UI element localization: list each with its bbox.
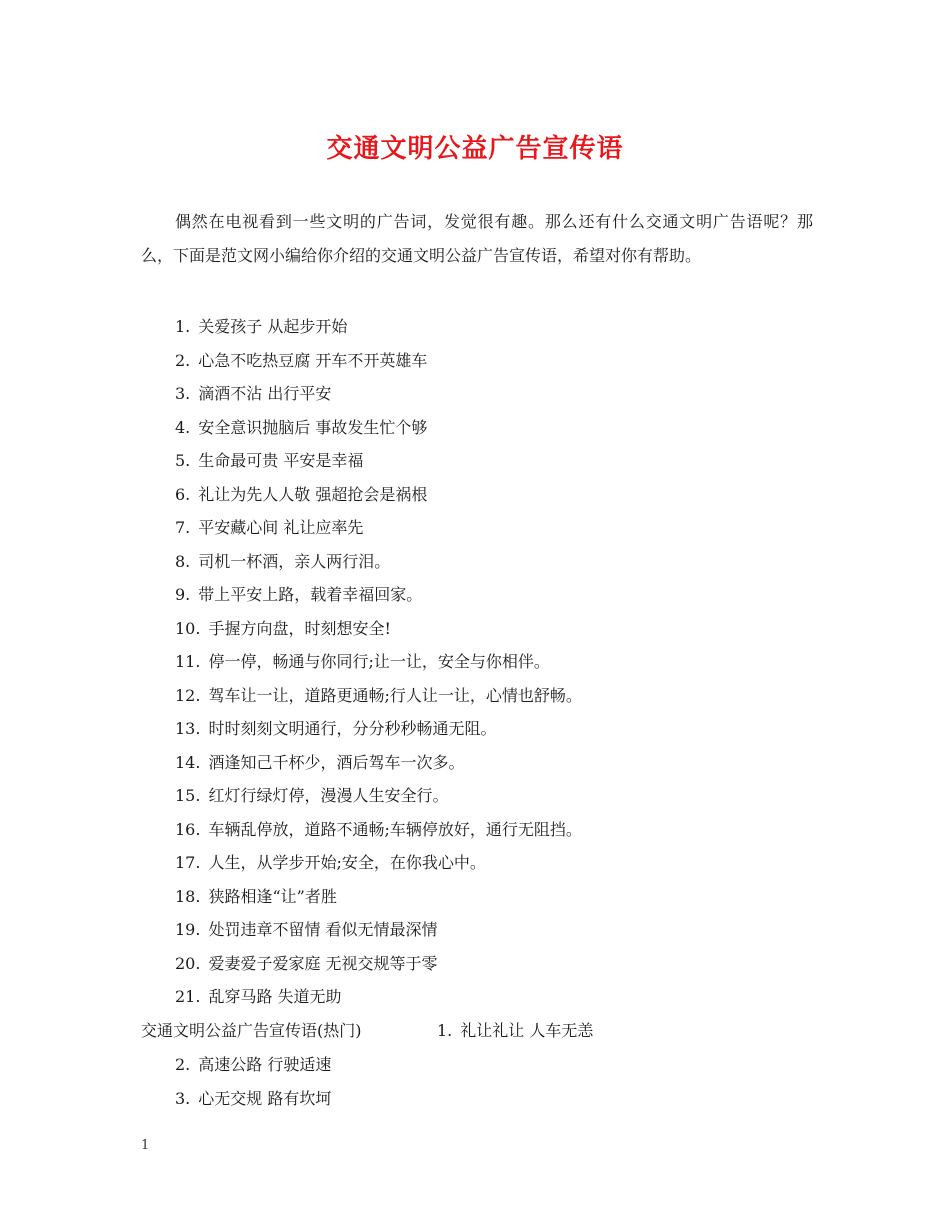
intro-paragraph: 偶然在电视看到一些文明的广告词，发觉很有趣。那么还有什么交通文明广告语呢？那么，下面是范文网小编给你介绍的交通文明公益广告宣传语，希望对你有帮助。: [141, 212, 813, 265]
item-text: 狭路相逢“让”者胜: [208, 886, 337, 906]
item-number: 7.: [175, 518, 191, 537]
item-text: 心无交规 路有坎坷: [198, 1088, 332, 1108]
list-item: [175, 545, 815, 579]
item-number: 3.: [175, 1088, 191, 1108]
list-item: [175, 712, 815, 746]
list-item: [175, 779, 815, 813]
list-item: [175, 746, 815, 780]
hot-section-heading: 交通文明公益广告宣传语(热门): [141, 1021, 362, 1040]
item-number: 2.: [175, 350, 191, 370]
item-text: 高速公路 行驶适速: [198, 1055, 332, 1074]
list-item: [175, 612, 815, 646]
item-text: 爱妻爱子爱家庭 无视交规等于零: [208, 953, 438, 973]
item-number: 18.: [175, 886, 201, 906]
item-text: 生命最可贵 平安是幸福: [198, 451, 364, 470]
item-text: 平安藏心间 礼让应率先: [198, 518, 364, 537]
item-text: 心急不吃热豆腐 开车不开英雄车: [198, 350, 428, 370]
list-item: [175, 947, 815, 981]
item-number: 1.: [175, 317, 191, 336]
list-item: [175, 1082, 331, 1116]
item-number: 2.: [175, 1055, 191, 1074]
item-number: 4.: [175, 417, 191, 437]
item-text: 乱穿马路 失道无助: [208, 987, 342, 1006]
list-item: [175, 344, 815, 378]
item-text: 安全意识抛脑后 事故发生忙个够: [198, 417, 428, 437]
hot-slogan-list: [175, 1048, 331, 1115]
item-number: 11.: [175, 652, 201, 671]
list-item: [175, 813, 815, 847]
item-number: 16.: [175, 819, 201, 839]
item-number: 14.: [175, 752, 201, 772]
item-text: 礼让礼让 人车无恙: [460, 1021, 594, 1040]
item-number: 1.: [437, 1021, 453, 1040]
item-number: 19.: [175, 920, 201, 939]
item-number: 21.: [175, 987, 201, 1006]
item-text: 带上平安上路，载着幸福回家。: [198, 585, 423, 604]
list-item: [175, 1048, 331, 1082]
item-text: 人生，从学步开始;安全，在你我心中。: [208, 853, 486, 872]
item-number: 17.: [175, 853, 201, 872]
item-text: 手握方向盘，时刻想安全!: [208, 618, 391, 638]
item-text: 红灯行绿灯停，漫漫人生安全行。: [208, 786, 449, 805]
item-text: 时时刻刻文明通行，分分秒秒畅通无阻。: [208, 719, 497, 738]
item-text: 滴酒不沾 出行平安: [198, 384, 332, 403]
item-text: 处罚违章不留情 看似无情最深情: [208, 920, 438, 939]
item-text: 停一停，畅通与你同行;让一让，安全与你相伴。: [208, 652, 550, 671]
item-number: 10.: [175, 618, 201, 638]
list-item: [175, 679, 815, 713]
list-item: [175, 846, 815, 880]
item-number: 3.: [175, 384, 191, 403]
item-number: 5.: [175, 451, 191, 470]
list-item: [175, 310, 815, 344]
item-text: 车辆乱停放，道路不通畅;车辆停放好，通行无阻挡。: [208, 819, 582, 839]
list-item: [175, 913, 815, 947]
item-number: 20.: [175, 953, 201, 973]
item-number: 9.: [175, 585, 191, 604]
item-text: 礼让为先人人敬 强超抢会是祸根: [198, 484, 428, 504]
item-number: 12.: [175, 685, 201, 705]
page-number: 1: [141, 1138, 150, 1153]
document-title: 交通文明公益广告宣传语: [326, 134, 624, 164]
item-number: 13.: [175, 719, 201, 738]
item-number: 8.: [175, 551, 191, 571]
list-item: [175, 980, 815, 1014]
hot-section-heading-line: [141, 1014, 593, 1048]
item-number: 15.: [175, 786, 201, 805]
item-text: 司机一杯酒，亲人两行泪。: [198, 551, 391, 571]
list-item: [175, 645, 815, 679]
list-item: [175, 411, 815, 445]
list-item: [175, 377, 815, 411]
list-item: [175, 511, 815, 545]
item-text: 驾车让一让，道路更通畅;行人让一让，心情也舒畅。: [208, 685, 582, 705]
list-item: [175, 880, 815, 914]
list-item: [175, 444, 815, 478]
item-text: 关爱孩子 从起步开始: [198, 317, 348, 336]
item-text: 酒逢知己千杯少，酒后驾车一次多。: [208, 752, 465, 772]
slogan-list: [175, 310, 815, 1014]
list-item: [175, 478, 815, 512]
item-number: 6.: [175, 484, 191, 504]
list-item: [175, 578, 815, 612]
